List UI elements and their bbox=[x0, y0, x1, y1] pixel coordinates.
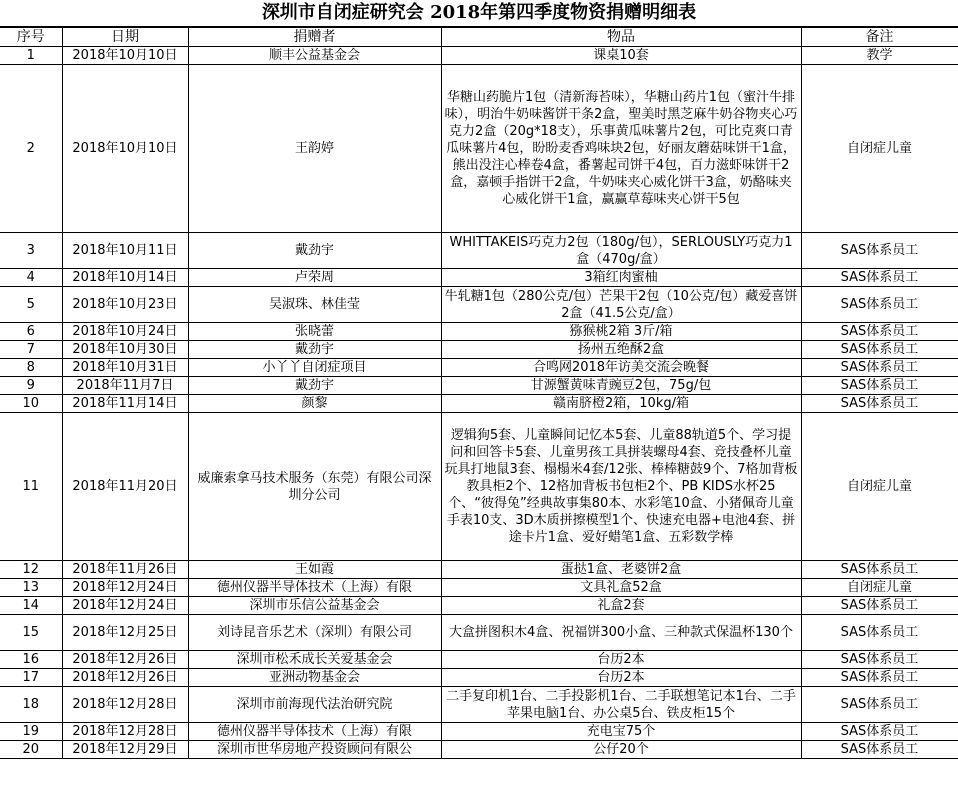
row-donor: 深圳市松禾成长关爱基金会 bbox=[188, 651, 441, 669]
row-date: 2018年12月24日 bbox=[62, 597, 188, 615]
row-note: SAS体系员工 bbox=[801, 323, 958, 341]
row-date: 2018年12月26日 bbox=[62, 669, 188, 687]
row-note: SAS体系员工 bbox=[801, 269, 958, 287]
row-items: 甘源蟹黄味青豌豆2包，75g/包 bbox=[441, 377, 801, 395]
row-note: SAS体系员工 bbox=[801, 377, 958, 395]
row-items: 公仔20个 bbox=[441, 741, 801, 759]
donation-table bbox=[0, 27, 958, 759]
row-items: 充电宝75个 bbox=[441, 723, 801, 741]
row-donor: 德州仪器半导体技术（上海）有限 bbox=[188, 579, 441, 597]
row-number: 6 bbox=[0, 323, 62, 341]
table-row bbox=[0, 233, 958, 269]
row-donor: 深圳市世华房地产投资顾问有限公 bbox=[188, 741, 441, 759]
table-row bbox=[0, 597, 958, 615]
row-note: SAS体系员工 bbox=[801, 561, 958, 579]
row-date: 2018年11月26日 bbox=[62, 561, 188, 579]
table-row bbox=[0, 615, 958, 651]
row-date: 2018年10月10日 bbox=[62, 47, 188, 65]
row-note: SAS体系员工 bbox=[801, 723, 958, 741]
table-row bbox=[0, 377, 958, 395]
table-row bbox=[0, 413, 958, 561]
row-number: 16 bbox=[0, 651, 62, 669]
row-donor: 戴劲宇 bbox=[188, 341, 441, 359]
row-date: 2018年10月11日 bbox=[62, 233, 188, 269]
table-row bbox=[0, 47, 958, 65]
row-note: SAS体系员工 bbox=[801, 687, 958, 723]
row-date: 2018年12月28日 bbox=[62, 687, 188, 723]
row-items: 课桌10套 bbox=[441, 47, 801, 65]
row-donor: 威廉索拿马技术服务（东莞）有限公司深圳分公司 bbox=[188, 413, 441, 561]
table-row bbox=[0, 561, 958, 579]
table-row bbox=[0, 741, 958, 759]
row-note: SAS体系员工 bbox=[801, 741, 958, 759]
row-number: 10 bbox=[0, 395, 62, 413]
row-note: SAS体系员工 bbox=[801, 669, 958, 687]
table-row bbox=[0, 579, 958, 597]
row-donor: 小丫丫自闭症项目 bbox=[188, 359, 441, 377]
row-donor: 亚洲动物基金会 bbox=[188, 669, 441, 687]
row-number: 2 bbox=[0, 65, 62, 233]
table-row bbox=[0, 287, 958, 323]
header-note: 备注 bbox=[801, 28, 958, 47]
row-note: SAS体系员工 bbox=[801, 287, 958, 323]
row-number: 18 bbox=[0, 687, 62, 723]
row-donor: 王如霞 bbox=[188, 561, 441, 579]
row-items: WHITTAKEIS巧克力2包（180g/包），SERLOUSLY巧克力1盒（470g/盒） bbox=[441, 233, 801, 269]
row-donor: 顺丰公益基金会 bbox=[188, 47, 441, 65]
row-date: 2018年10月23日 bbox=[62, 287, 188, 323]
row-date: 2018年10月24日 bbox=[62, 323, 188, 341]
row-date: 2018年11月7日 bbox=[62, 377, 188, 395]
row-items: 台历2本 bbox=[441, 651, 801, 669]
row-number: 7 bbox=[0, 341, 62, 359]
row-items: 合鸣网2018年访美交流会晚餐 bbox=[441, 359, 801, 377]
row-items: 华糖山药脆片1包（清新海苔味），华糖山药片1包（蜜汁牛排味），明治牛奶味酱饼干条2盒，聖美时黑芝麻牛奶谷物夹心巧克力2盒（20g*18支），乐事黄瓜味薯片2包，可比克爽口青瓜味薯片4包，盼盼麦香鸡味块2包，好丽友蘑菇味饼干1盒，熊出没注心棒卷4盒，番薯起司饼干4包，百力滋虾味饼干2盒，嘉顿手指饼干2盒，牛奶味夹心威化饼干3盒，奶酪味夹心威化饼干1盒，赢赢草莓味夹心饼干5包 bbox=[441, 65, 801, 233]
row-items: 二手复印机1台、二手投影机1台、二手联想笔记本1台、二手苹果电脑1台、办公桌5台、铁皮柜15个 bbox=[441, 687, 801, 723]
table-row bbox=[0, 395, 958, 413]
row-items: 大盒拼图积木4盒、祝福饼300小盒、三种款式保温杯130个 bbox=[441, 615, 801, 651]
row-number: 8 bbox=[0, 359, 62, 377]
row-date: 2018年12月25日 bbox=[62, 615, 188, 651]
table-row bbox=[0, 341, 958, 359]
row-number: 11 bbox=[0, 413, 62, 561]
row-note: 教学 bbox=[801, 47, 958, 65]
row-number: 5 bbox=[0, 287, 62, 323]
row-number: 4 bbox=[0, 269, 62, 287]
row-items: 猕猴桃2箱 3斤/箱 bbox=[441, 323, 801, 341]
row-donor: 颜黎 bbox=[188, 395, 441, 413]
row-note: 自闭症儿童 bbox=[801, 579, 958, 597]
table-row bbox=[0, 359, 958, 377]
row-number: 17 bbox=[0, 669, 62, 687]
row-number: 1 bbox=[0, 47, 62, 65]
row-date: 2018年11月14日 bbox=[62, 395, 188, 413]
row-items: 赣南脐橙2箱，10kg/箱 bbox=[441, 395, 801, 413]
row-number: 15 bbox=[0, 615, 62, 651]
table-row bbox=[0, 723, 958, 741]
row-donor: 德州仪器半导体技术（上海）有限 bbox=[188, 723, 441, 741]
table-title: 深圳市自闭症研究会 2018年第四季度物资捐赠明细表 bbox=[0, 0, 958, 27]
row-donor: 深圳市前海现代法治研究院 bbox=[188, 687, 441, 723]
row-note: 自闭症儿童 bbox=[801, 413, 958, 561]
row-items: 牛轧糖1包（280公克/包）芒果干2包（10公克/包）藏爱喜饼2盒（41.5公克/盒） bbox=[441, 287, 801, 323]
row-note: SAS体系员工 bbox=[801, 395, 958, 413]
row-note: SAS体系员工 bbox=[801, 341, 958, 359]
row-date: 2018年12月29日 bbox=[62, 741, 188, 759]
row-note: SAS体系员工 bbox=[801, 615, 958, 651]
table-row bbox=[0, 323, 958, 341]
table-row bbox=[0, 687, 958, 723]
header-items: 物品 bbox=[441, 28, 801, 47]
row-date: 2018年10月30日 bbox=[62, 341, 188, 359]
row-number: 14 bbox=[0, 597, 62, 615]
row-donor: 刘诗昆音乐艺术（深圳）有限公司 bbox=[188, 615, 441, 651]
table-row bbox=[0, 269, 958, 287]
row-date: 2018年10月31日 bbox=[62, 359, 188, 377]
row-number: 19 bbox=[0, 723, 62, 741]
row-donor: 卢荣周 bbox=[188, 269, 441, 287]
row-date: 2018年11月20日 bbox=[62, 413, 188, 561]
row-note: SAS体系员工 bbox=[801, 651, 958, 669]
row-items: 文具礼盒52盒 bbox=[441, 579, 801, 597]
row-donor: 吴淑珠、林佳莹 bbox=[188, 287, 441, 323]
row-items: 台历2本 bbox=[441, 669, 801, 687]
table-row bbox=[0, 669, 958, 687]
row-number: 20 bbox=[0, 741, 62, 759]
row-items: 蛋挞1盒、老婆饼2盒 bbox=[441, 561, 801, 579]
header-donor: 捐赠者 bbox=[188, 28, 441, 47]
row-note: SAS体系员工 bbox=[801, 359, 958, 377]
row-number: 12 bbox=[0, 561, 62, 579]
row-items: 礼盒2套 bbox=[441, 597, 801, 615]
row-number: 13 bbox=[0, 579, 62, 597]
row-date: 2018年12月28日 bbox=[62, 723, 188, 741]
row-items: 逻辑狗5套、儿童瞬间记忆本5套、儿童88轨道5个、学习提问和回答卡5套、儿童男孩工具拼装螺母4套、竞技叠杯儿童玩具打地鼠3套、榻榻米4套/12张、棒棒糖鼓9个、7格加背板教具柜2个、12格加背板书包柜2个、PB KIDS水杯25个、“彼得兔”经典故事集80本、水彩笔10盒、小猪佩奇儿童手表10支、3D木质拼擦模型1个、快速充电器+电池4套、拼途卡片1盒、爱好蜡笔1盒、五彩数学棒 bbox=[441, 413, 801, 561]
row-date: 2018年12月26日 bbox=[62, 651, 188, 669]
header-date: 日期 bbox=[62, 28, 188, 47]
row-date: 2018年10月14日 bbox=[62, 269, 188, 287]
row-donor: 王韵婷 bbox=[188, 65, 441, 233]
row-donor: 戴劲宇 bbox=[188, 377, 441, 395]
row-donor: 张晓蕾 bbox=[188, 323, 441, 341]
row-note: 自闭症儿童 bbox=[801, 65, 958, 233]
row-items: 3箱红肉蜜柚 bbox=[441, 269, 801, 287]
row-items: 扬州五绝酥2盒 bbox=[441, 341, 801, 359]
row-note: SAS体系员工 bbox=[801, 597, 958, 615]
row-date: 2018年10月10日 bbox=[62, 65, 188, 233]
row-date: 2018年12月24日 bbox=[62, 579, 188, 597]
row-donor: 戴劲宇 bbox=[188, 233, 441, 269]
row-note: SAS体系员工 bbox=[801, 233, 958, 269]
row-number: 3 bbox=[0, 233, 62, 269]
row-donor: 深圳市乐信公益基金会 bbox=[188, 597, 441, 615]
row-number: 9 bbox=[0, 377, 62, 395]
header-row bbox=[0, 28, 958, 47]
table-row bbox=[0, 65, 958, 233]
table-row bbox=[0, 651, 958, 669]
header-no: 序号 bbox=[0, 28, 62, 47]
